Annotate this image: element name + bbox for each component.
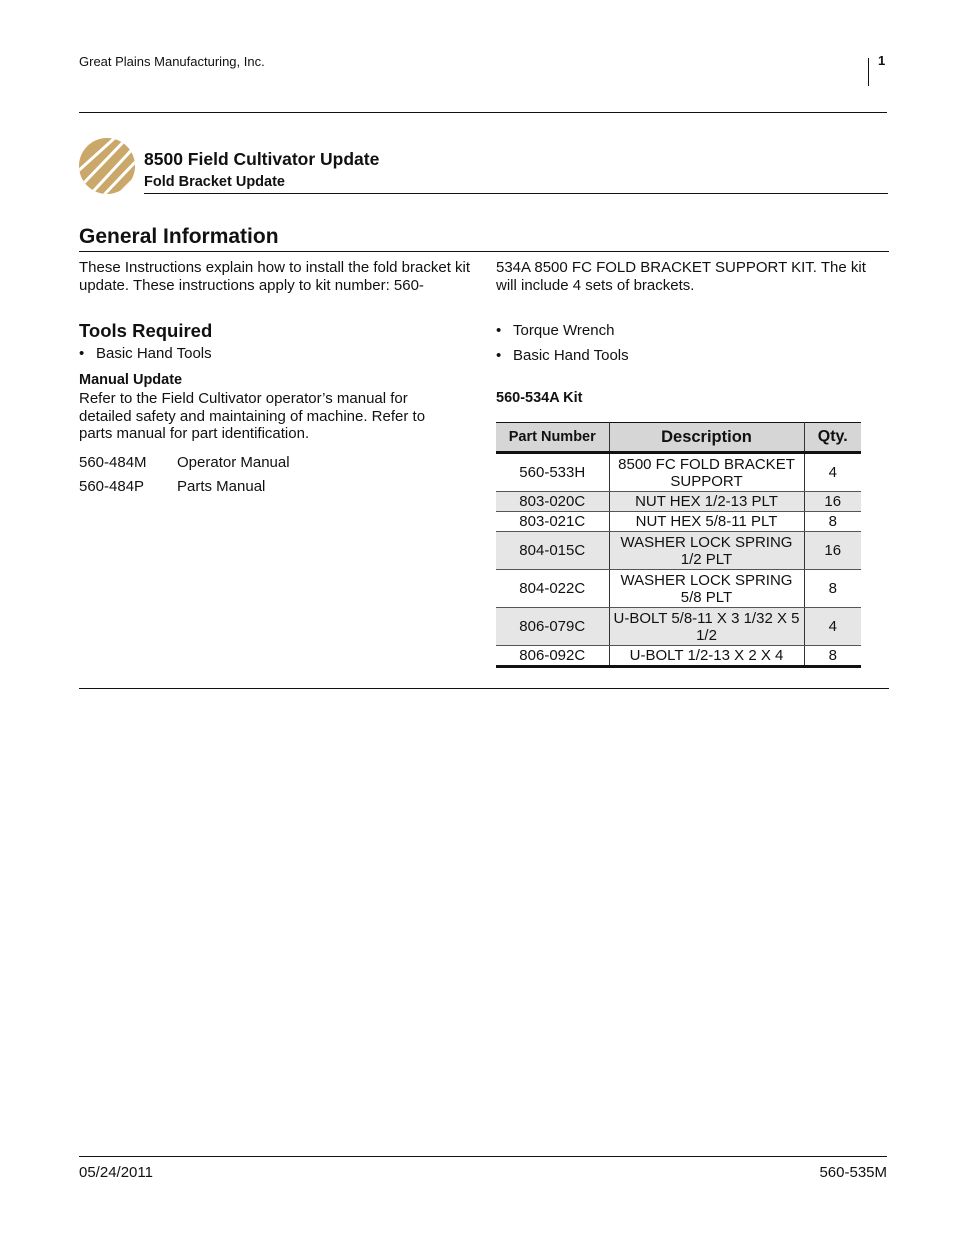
manual-update-heading: Manual Update <box>79 372 183 388</box>
qty-cell: 16 <box>804 492 861 512</box>
manual-number: 560-484P <box>79 478 145 495</box>
part-number-cell: 803-020C <box>496 492 609 512</box>
column-header-description: Description <box>609 423 804 453</box>
great-plains-logo-icon <box>78 137 136 195</box>
description-cell: WASHER LOCK SPRING 1/2 PLT <box>609 532 804 570</box>
qty-cell: 16 <box>804 532 861 570</box>
description-cell: NUT HEX 1/2-13 PLT <box>609 492 804 512</box>
qty-cell: 4 <box>804 453 861 492</box>
table-header-row <box>496 423 861 453</box>
part-number-cell: 806-079C <box>496 608 609 646</box>
tool-item-label: Basic Hand Tools <box>96 345 212 362</box>
section-end-rule <box>79 688 889 689</box>
footer-document-number: 560-535M <box>819 1164 887 1181</box>
tool-item-label: Basic Hand Tools <box>513 347 629 364</box>
column-header-part-number: Part Number <box>496 423 609 453</box>
bullet-icon: • <box>79 345 85 362</box>
description-cell: 8500 FC FOLD BRACKET SUPPORT <box>609 453 804 492</box>
table-row <box>496 608 861 646</box>
page-number-divider <box>868 58 869 86</box>
part-number-cell: 803-021C <box>496 512 609 532</box>
header-rule <box>79 112 887 113</box>
general-information-heading: General Information <box>79 225 279 248</box>
manual-name: Operator Manual <box>177 454 290 471</box>
table-row <box>496 646 861 667</box>
manual-list-item <box>79 454 290 471</box>
column-header-qty: Qty. <box>804 423 861 453</box>
document-subtitle: Fold Bracket Update <box>144 174 285 190</box>
intro-text-right: 534A 8500 FC FOLD BRACKET SUPPORT KIT. The kit will include 4 sets of brackets. <box>496 259 866 294</box>
document-title: 8500 Field Cultivator Update <box>144 149 380 169</box>
tool-item-label: Torque Wrench <box>513 322 615 339</box>
description-cell: U-BOLT 1/2-13 X 2 X 4 <box>609 646 804 667</box>
qty-cell: 4 <box>804 608 861 646</box>
page-number: 1 <box>878 53 886 68</box>
qty-cell: 8 <box>804 570 861 608</box>
kit-parts-table <box>496 422 861 668</box>
description-cell: WASHER LOCK SPRING 5/8 PLT <box>609 570 804 608</box>
section-rule <box>79 251 889 252</box>
description-cell: NUT HEX 5/8-11 PLT <box>609 512 804 532</box>
title-rule <box>144 193 888 194</box>
bullet-icon: • <box>496 322 502 339</box>
manual-name: Parts Manual <box>177 478 266 495</box>
part-number-cell: 806-092C <box>496 646 609 667</box>
table-row <box>496 453 861 492</box>
manual-update-text: Refer to the Field Cultivator operator’s manual for detailed safety and maintaining of machine. Refer to parts manual for part identification. <box>79 390 426 442</box>
intro-text-left: These Instructions explain how to install the fold bracket kit update. These instructions apply to kit number: 560- <box>79 259 471 294</box>
table-row <box>496 570 861 608</box>
bullet-icon: • <box>496 347 502 364</box>
part-number-cell: 560-533H <box>496 453 609 492</box>
kit-heading: 560-534A Kit <box>496 390 583 406</box>
table-row <box>496 532 861 570</box>
tools-required-heading: Tools Required <box>79 320 213 341</box>
table-row <box>496 492 861 512</box>
description-cell: U-BOLT 5/8-11 X 3 1/32 X 5 1/2 <box>609 608 804 646</box>
footer-rule <box>79 1156 887 1157</box>
tool-item <box>79 345 212 362</box>
tool-item <box>496 322 614 339</box>
table-row <box>496 512 861 532</box>
manual-list-item <box>79 478 265 495</box>
tool-item <box>496 347 629 364</box>
company-name: Great Plains Manufacturing, Inc. <box>79 54 265 69</box>
qty-cell: 8 <box>804 646 861 667</box>
qty-cell: 8 <box>804 512 861 532</box>
part-number-cell: 804-022C <box>496 570 609 608</box>
manual-number: 560-484M <box>79 454 147 471</box>
footer-date: 05/24/2011 <box>79 1164 153 1181</box>
part-number-cell: 804-015C <box>496 532 609 570</box>
